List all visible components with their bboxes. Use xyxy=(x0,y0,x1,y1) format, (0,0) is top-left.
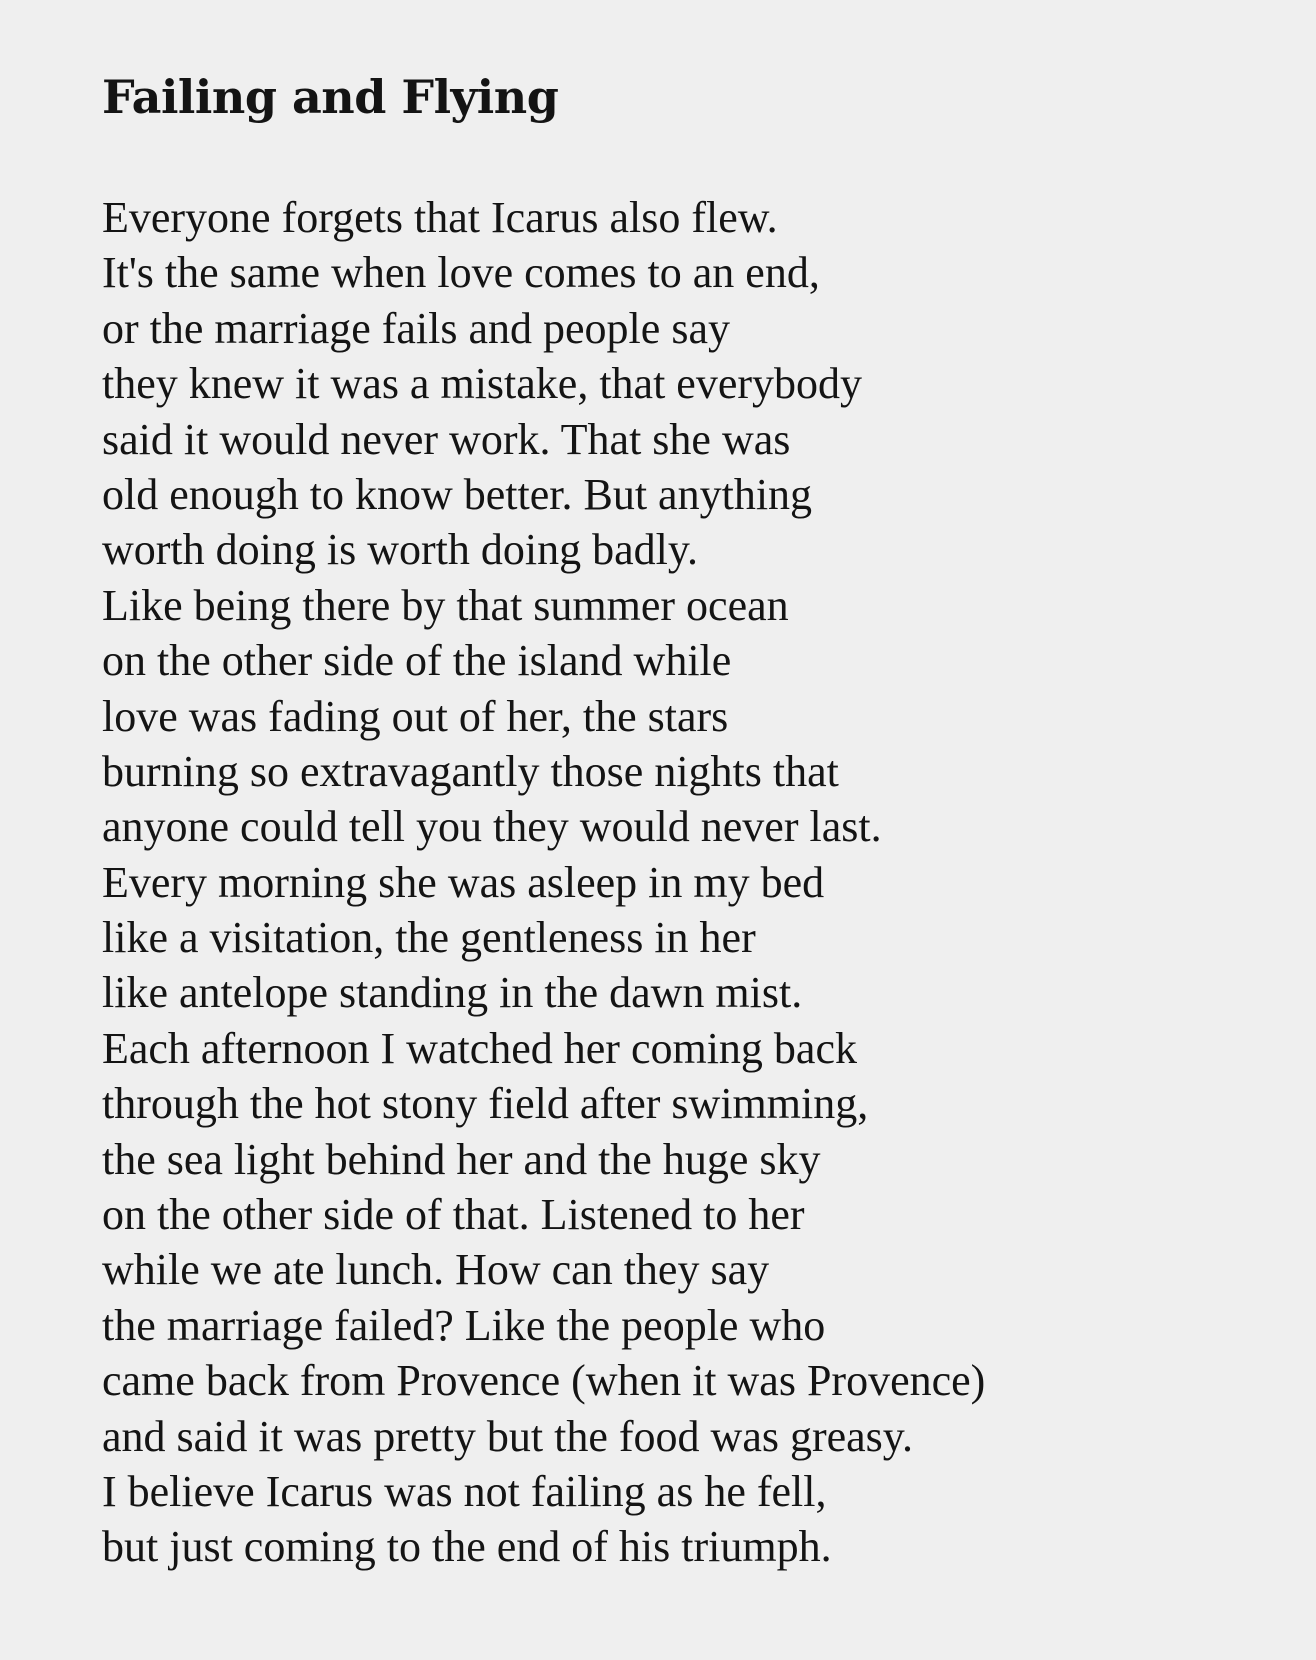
poem-line: I believe Icarus was not failing as he fell, xyxy=(102,1466,827,1516)
poem-line: and said it was pretty but the food was greasy. xyxy=(102,1411,913,1461)
poem-line: old enough to know better. But anything xyxy=(102,469,813,519)
poem-line: or the marriage fails and people say xyxy=(102,303,730,353)
poem-line: on the other side of that. Listened to her xyxy=(102,1190,805,1240)
poem-line: Like being there by that summer ocean xyxy=(102,580,789,630)
poem-body xyxy=(102,190,985,1575)
poem-line: came back from Provence (when it was Provence) xyxy=(102,1356,986,1406)
poem-line: Every morning she was asleep in my bed xyxy=(102,857,825,907)
poem-line: the sea light behind her and the huge sky xyxy=(102,1134,821,1184)
poem-line: the marriage failed? Like the people who xyxy=(102,1300,826,1350)
poem-line: worth doing is worth doing badly. xyxy=(102,525,698,575)
poem-line: Each afternoon I watched her coming back xyxy=(102,1023,857,1073)
poem-line: like a visitation, the gentleness in her xyxy=(102,913,756,963)
poem-line: on the other side of the island while xyxy=(102,636,732,686)
poem-title: Failing and Flying xyxy=(102,70,559,124)
poem-line: Everyone forgets that Icarus also flew. xyxy=(102,193,778,242)
poem-line: love was fading out of her, the stars xyxy=(102,691,729,741)
poem-line: while we ate lunch. How can they say xyxy=(102,1245,770,1295)
poem-line: but just coming to the end of his triumph. xyxy=(102,1522,832,1572)
poem-line: It's the same when love comes to an end, xyxy=(102,248,820,298)
poem-line: they knew it was a mistake, that everybody xyxy=(102,359,863,409)
poem-line: through the hot stony field after swimming, xyxy=(102,1079,869,1129)
poem-line: burning so extravagantly those nights that xyxy=(102,746,839,796)
poem-line: anyone could tell you they would never last. xyxy=(102,802,882,852)
poem-line: said it would never work. That she was xyxy=(102,414,791,464)
poem-line: like antelope standing in the dawn mist. xyxy=(102,968,803,1018)
